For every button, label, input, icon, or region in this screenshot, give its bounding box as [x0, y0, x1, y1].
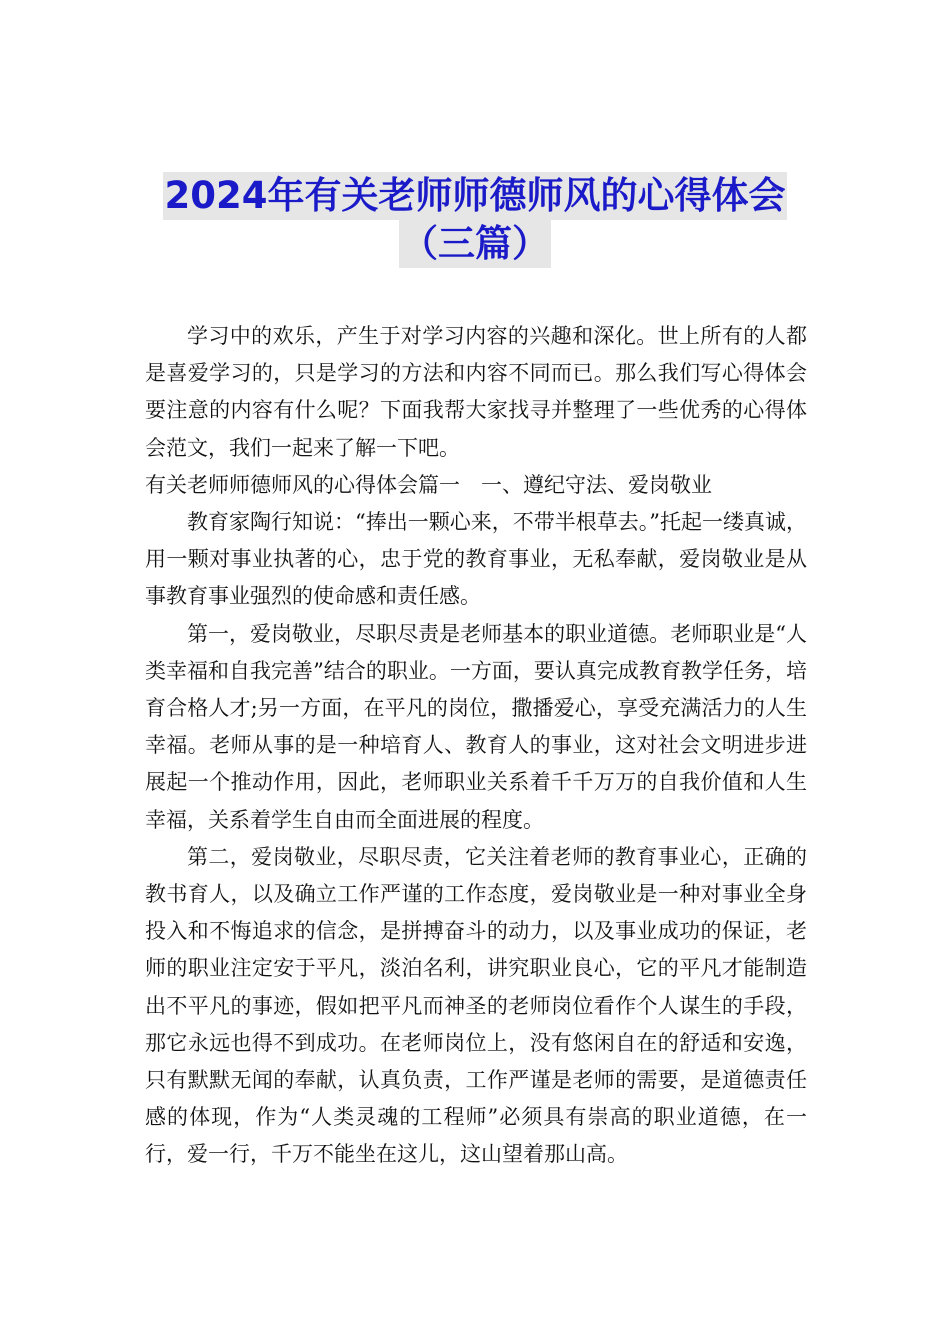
paragraph-intro: 学习中的欢乐，产生于对学习内容的兴趣和深化。世上所有的人都是喜爱学习的，只是学习的方法和内容不同而已。那么我们写心得体会要注意的内容有什么呢？下面我帮大家找寻并整理了一些优秀的心得体会范文，我们一起来了解一下吧。 — [145, 324, 807, 460]
paragraph-quote: 教育家陶行知说：“捧出一颗心来，不带半根草去。”托起一缕真诚，用一颗对事业执著的心，忠于党的教育事业，无私奉献，爱岗敬业是从事教育事业强烈的使命感和责任感。 — [145, 510, 807, 609]
title-line-1: 2024年有关老师师德师风的心得体会 — [163, 172, 788, 220]
document-title — [120, 172, 830, 268]
section-heading: 有关老师师德师风的心得体会篇一 一、遵纪守法、爱岗敬业 — [145, 472, 712, 497]
paragraph-second: 第二，爱岗敬业，尽职尽责，它关注着老师的教育事业心，正确的教书育人，以及确立工作严谨的工作态度，爱岗敬业是一种对事业全身投入和不悔追求的信念，是拼搏奋斗的动力，以及事业成功的保证，老师的职业注定安于平凡，淡泊名利，讲究职业良心，它的平凡才能制造出不平凡的事迹，假如把平凡而神圣的老师岗位看作个人谋生的手段，那它永远也得不到成功。在老师岗位上，没有悠闲自在的舒适和安逸，只有默默无闻的奉献，认真负责，工作严谨是老师的需要，是道德责任感的体现，作为“人类灵魂的工程师”必须具有崇高的职业道德，在一行，爱一行，千万不能坐在这儿，这山望着那山高。 — [145, 844, 807, 1167]
paragraph-first: 第一，爱岗敬业，尽职尽责是老师基本的职业道德。老师职业是“人类幸福和自我完善”结合的职业。一方面，要认真完成教育教学任务，培育合格人才;另一方面，在平凡的岗位，撒播爱心，享受充满活力的人生幸福。老师从事的是一种培育人、教育人的事业，这对社会文明进步进展起一个推动作用，因此，老师职业关系着千千万万的自我价值和人生幸福，关系着学生自由而全面进展的程度。 — [145, 621, 807, 832]
title-line-2: （三篇） — [399, 220, 551, 268]
document-body — [145, 318, 807, 1174]
